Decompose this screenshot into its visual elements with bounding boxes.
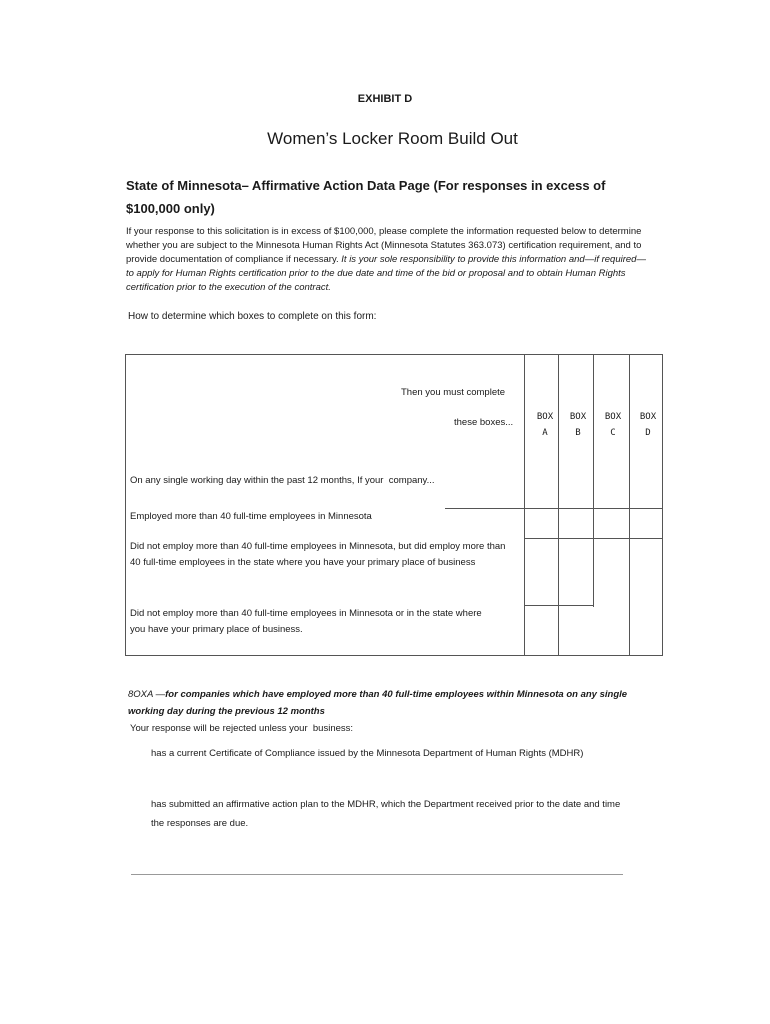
requirement-item: has a current Certificate of Compliance issued by the Minnesota Department of Human Rights (MDHR) [151,748,584,759]
document-title: Women’s Locker Room Build Out [267,129,518,148]
requirement-item: has submitted an affirmative action plan to the MDHR, which the Department received prior to the date and time the responses are due. [151,799,621,829]
rejection-notice: Your response will be rejected unless your business: [130,723,354,734]
table-row: Employed more than 40 full-time employees in Minnesota [130,511,372,522]
signature-line [131,874,623,875]
box-c-header: BOX C [604,412,622,438]
intro-responsibility-text: It is your sole responsibility to provide this information and—if required—to apply for Human Rights certification prior to the due date and time of the bid or proposal and to obtain Human Rights certification prior to the execution of the contract. [126,254,646,293]
section-heading: State of Minnesota– Affirmative Action Data Page (For responses in excess of $100,000 only) [126,178,606,216]
instructions-text: How to determine which boxes to complete on this form: [128,311,377,322]
box-a-description: for companies which have employed more than 40 full-time employees within Minnesota on any single working day during the previous 12 months [128,689,628,717]
box-a-heading [128,686,658,720]
box-a-header: BOX A [536,412,554,438]
intro-text: If your response to this solicitation is in excess of $100,000, please complete the information requested below to determine whether you are subject to the Minnesota Human Rights Act (Minnesota Statutes 363.073) certification requirement, and to provide documentation of compliance if necessary. [126,226,642,265]
box-d-header: BOX D [639,412,657,438]
these-boxes-label: these boxes... [454,417,514,428]
box-a-lead: 8OXA — [128,689,166,700]
criteria-header: On any single working day within the past 12 months, If your company... [130,475,435,486]
box-b-header: BOX B [569,412,587,438]
intro-paragraph [126,225,646,295]
determination-table [125,354,663,656]
table-row: Did not employ more than 40 full-time employees in Minnesota or in the state where you have your primary place of business. [130,608,482,635]
then-must-complete-label: Then you must complete [401,387,506,398]
table-row: Did not employ more than 40 full-time employees in Minnesota, but did employ more than 40 full-time employees in the state where you have your primary place of business [130,541,506,568]
exhibit-label: EXHIBIT D [357,93,413,105]
